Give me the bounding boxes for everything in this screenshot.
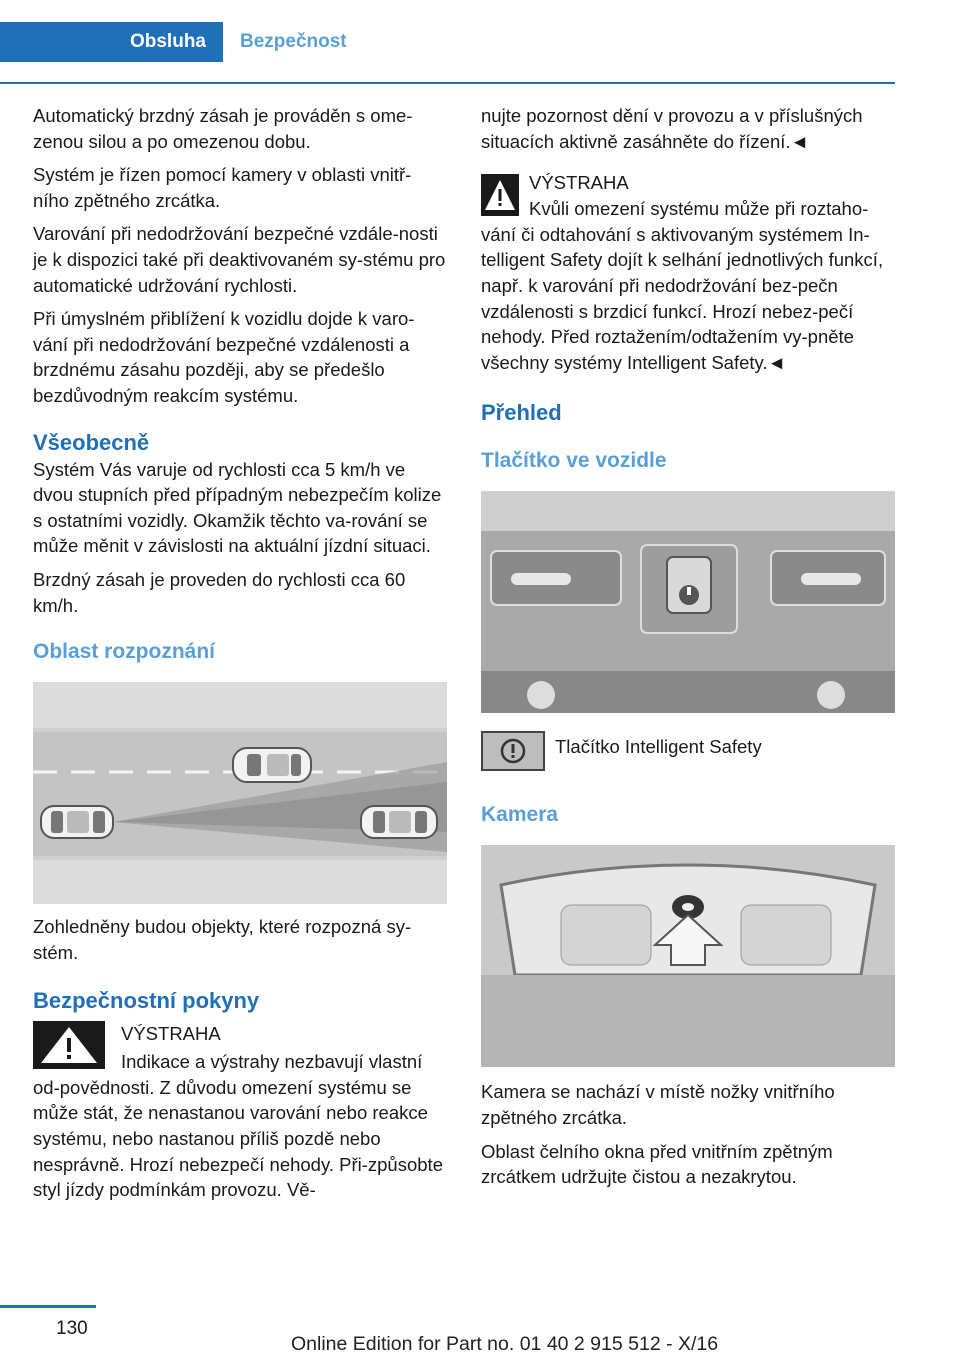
- heading-overview: Přehled: [481, 400, 562, 426]
- heading-camera: Kamera: [481, 803, 559, 827]
- warning-text: Kvůli omezení systému může při roztaho‐vání či odtahování s aktivovaným systémem In‐telligent Safety dojít k selhání jednotlivých funkcí, např. k varování při nedodržování bez‐pečn vzdálenosti s brzdicí funkcí. Hrozí nebez‐pečí nehody. Před roztažením/odtažením vy‐pněte všechny systémy Intelligent Safety.◄: [481, 198, 884, 373]
- figure-caption: Zohledněny budou objekty, které rozpozná sy‐stém.: [33, 916, 412, 963]
- detection-area-illustration: [33, 682, 447, 904]
- edition-note: Online Edition for Part no. 01 40 2 915 512 - X/16: [291, 1333, 719, 1355]
- tab-bezpecnost[interactable]: Bezpečnost: [240, 31, 347, 52]
- paragraph: Kamera se nachází v místě nožky vnitřního zpětného zrcátka.: [481, 1081, 835, 1128]
- page-number: 130: [56, 1318, 88, 1339]
- paragraph: Automatický brzdný zásah je prováděn s ome‐zenou silou a po omezenou dobu.: [33, 105, 413, 152]
- camera-location-illustration: [481, 845, 895, 1067]
- warning-triangle-icon: [33, 1021, 105, 1069]
- tab-underline: [0, 82, 895, 84]
- warning-label: VÝSTRAHA: [529, 172, 629, 194]
- right-column: [481, 103, 896, 1198]
- footer-rule: [0, 1305, 96, 1308]
- heading-detection-area: Oblast rozpoznání: [33, 640, 216, 664]
- heading-button-in-car: Tlačítko ve vozidle: [481, 449, 667, 473]
- heading-safety-notes: Bezpečnostní pokyny: [33, 988, 260, 1014]
- paragraph: Při úmyslném přiblížení k vozidlu dojde k varo‐vání při nedodržování bezpečné vzdálenosti a brzdnému zásahu později, aby se předešlo bezdůvodným reakcím systému.: [33, 308, 415, 406]
- paragraph: nujte pozornost dění v provozu a v příslušných situacích aktivně zasáhněte do řízení.◄: [481, 105, 863, 152]
- paragraph: Oblast čelního okna před vnitřním zpětným zrcátkem udržujte čistou a nezakrytou.: [481, 1140, 833, 1188]
- warning-triangle-icon: [481, 174, 519, 216]
- tab-bar: [0, 22, 895, 62]
- heading-general: Všeobecně: [33, 429, 150, 455]
- tab-obsluha[interactable]: Obsluha: [0, 22, 223, 62]
- own-car-icon: [41, 806, 113, 838]
- warning-label: VÝSTRAHA: [121, 1023, 221, 1045]
- warning-text: Indikace a výstrahy nezbavují vlastní od‐povědnosti. Z důvodu omezení systému se může stát, že nenastanou varování nebo reakce systému, nebo nastanou příliš pozdě nebo nesprávně. Hrozí nebezpečí nehody. Při‐způsobte styl jízdy podmínkám provozu. Vě‐: [33, 1051, 443, 1201]
- car-ahead-icon: [233, 748, 311, 782]
- paragraph: Systém Vás varuje od rychlosti cca 5 km/h ve dvou stupních před případným nebezpečím kolize s ostatními vozidly. Okamžik těchto va‐rování se může měnit v závislosti na aktuální jízdní situaci.: [33, 458, 442, 557]
- paragraph: Brzdný zásah je proveden do rychlosti cca 60 km/h.: [33, 568, 406, 616]
- left-column: [33, 103, 446, 1211]
- paragraph: Systém je řízen pomocí kamery v oblasti vnitř‐ního zpětného zrcátka.: [33, 164, 412, 211]
- car-front-icon: [361, 806, 437, 838]
- dashboard-button-illustration: [481, 491, 895, 713]
- paragraph: Varování při nedodržování bezpečné vzdále‐nosti je k dispozici také při deaktivovaném sy‐stému pro automatické udržování rychlosti.: [33, 223, 446, 296]
- button-caption: Tlačítko Intelligent Safety: [555, 735, 762, 757]
- button-legend: [481, 731, 896, 771]
- intelligent-safety-button-icon: [481, 731, 545, 771]
